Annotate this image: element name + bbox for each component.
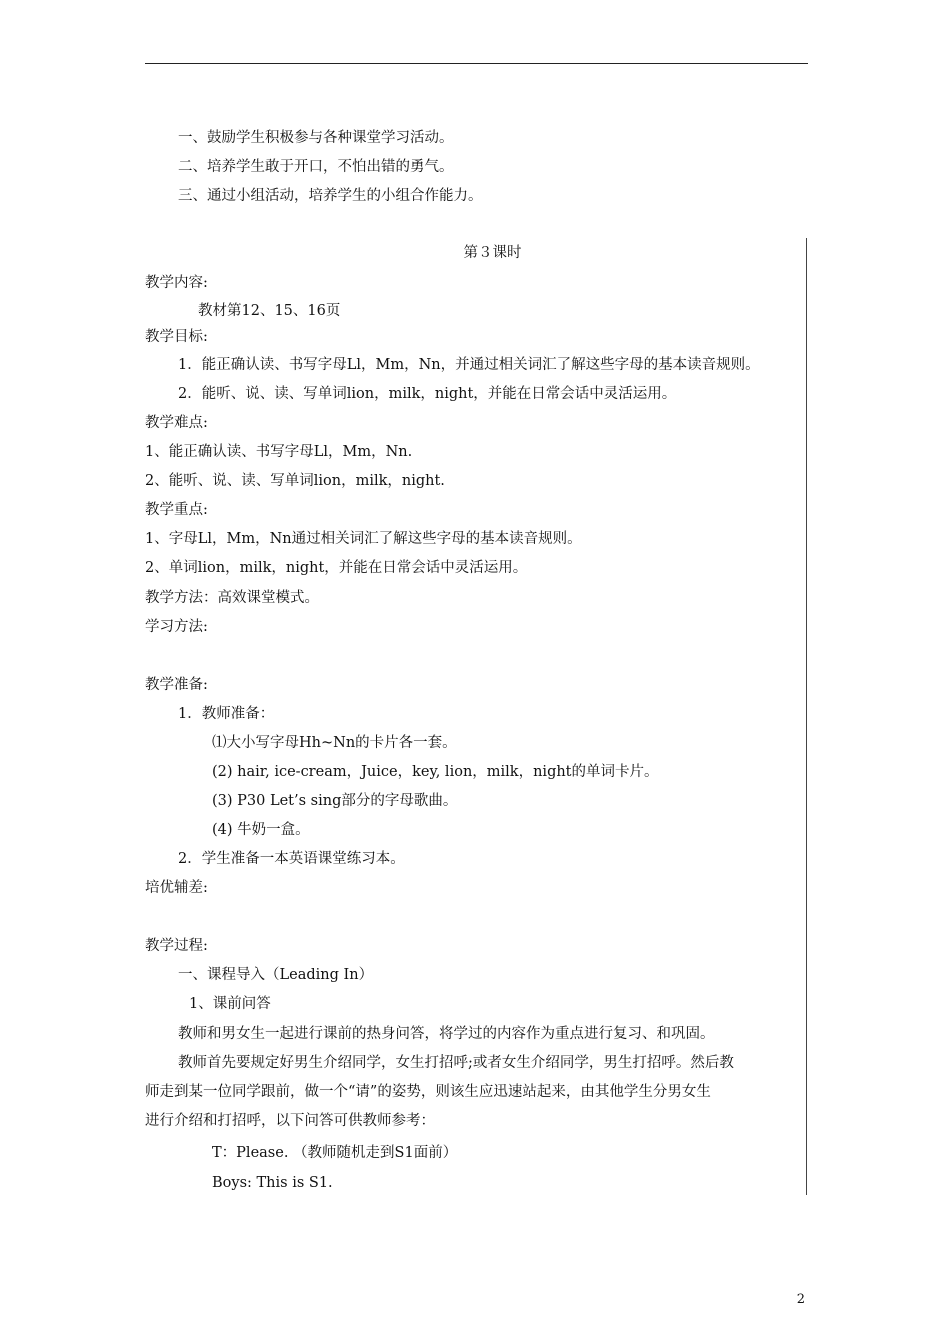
focus-label: 教学重点:	[145, 502, 208, 518]
intro-goal-1: 一、鼓励学生积极参与各种课堂学习活动。	[178, 130, 454, 146]
teacher-prep-item-4: (4) 牛奶一盒。	[212, 822, 310, 838]
intro-goal-2: 二、培养学生敢于开口，不怕出错的勇气。	[178, 159, 454, 175]
process-label: 教学过程:	[145, 938, 208, 954]
difficulty-item-1: 1、能正确认读、书写字母Ll，Mm，Nn.	[145, 444, 413, 460]
content-text: 教材第12、15、16页	[198, 303, 341, 319]
teacher-prep: 1．教师准备：	[178, 706, 275, 722]
tutoring-label: 培优辅差:	[145, 880, 208, 896]
teacher-prep-item-3: (3) P30 Let’s sing部分的字母歌曲。	[212, 793, 458, 809]
table-border-right	[806, 238, 807, 1195]
intro-goal-3: 三、通过小组活动，培养学生的小组合作能力。	[178, 188, 483, 204]
paragraph-2-line-2: 师走到某一位同学跟前，做一个“请”的姿势，则该生应迅速站起来，由其他学生分男女生	[145, 1084, 711, 1100]
student-prep: 2．学生准备一本英语课堂练习本。	[178, 851, 405, 867]
goal-item-2: 2．能听、说、读、写单词lion，milk，night，并能在日常会话中灵活运用。	[178, 386, 677, 402]
teacher-prep-item-1: ⑴大小写字母Hh~Nn的卡片各一套。	[212, 735, 457, 751]
content-label: 教学内容:	[145, 275, 208, 291]
lesson-title: 第３课时	[463, 245, 522, 261]
paragraph-1: 教师和男女生一起进行课前的热身问答，将学过的内容作为重点进行复习、和巩固。	[178, 1026, 715, 1042]
difficulty-item-2: 2、能听、说、读、写单词lion，milk，night.	[145, 473, 445, 489]
header-rule	[145, 63, 808, 64]
focus-item-1: 1、字母Ll，Mm，Nn通过相关词汇了解这些字母的基本读音规则。	[145, 531, 582, 547]
difficulty-label: 教学难点:	[145, 415, 208, 431]
paragraph-2-line-3: 进行介绍和打招呼，以下问答可供教师参考：	[145, 1113, 435, 1129]
paragraph-2-line-1: 教师首先要规定好男生介绍同学，女生打招呼;或者女生介绍同学，男生打招呼。然后教	[178, 1055, 734, 1071]
dialog-line-1: T：Please. （教师随机走到S1面前）	[212, 1145, 458, 1161]
teacher-prep-item-2: (2) hair, ice-cream，Juice，key, lion，milk，night的单词卡片。	[212, 764, 659, 780]
goal-item-1: 1．能正确认读、书写字母Ll，Mm，Nn，并通过相关词汇了解这些字母的基本读音规则。	[178, 357, 760, 373]
focus-item-2: 2、单词lion，milk，night，并能在日常会话中灵活运用。	[145, 560, 528, 576]
step-1-sub: 1、课前问答	[189, 996, 271, 1012]
study-method-label: 学习方法:	[145, 619, 208, 635]
prep-label: 教学准备:	[145, 677, 208, 693]
page-number: 2	[796, 1292, 805, 1307]
dialog-line-2: Boys: This is S1.	[212, 1175, 333, 1191]
step-1-heading: 一、课程导入（Leading In）	[178, 967, 374, 983]
goals-label: 教学目标:	[145, 329, 208, 345]
method-line: 教学方法：高效课堂模式。	[145, 590, 319, 606]
